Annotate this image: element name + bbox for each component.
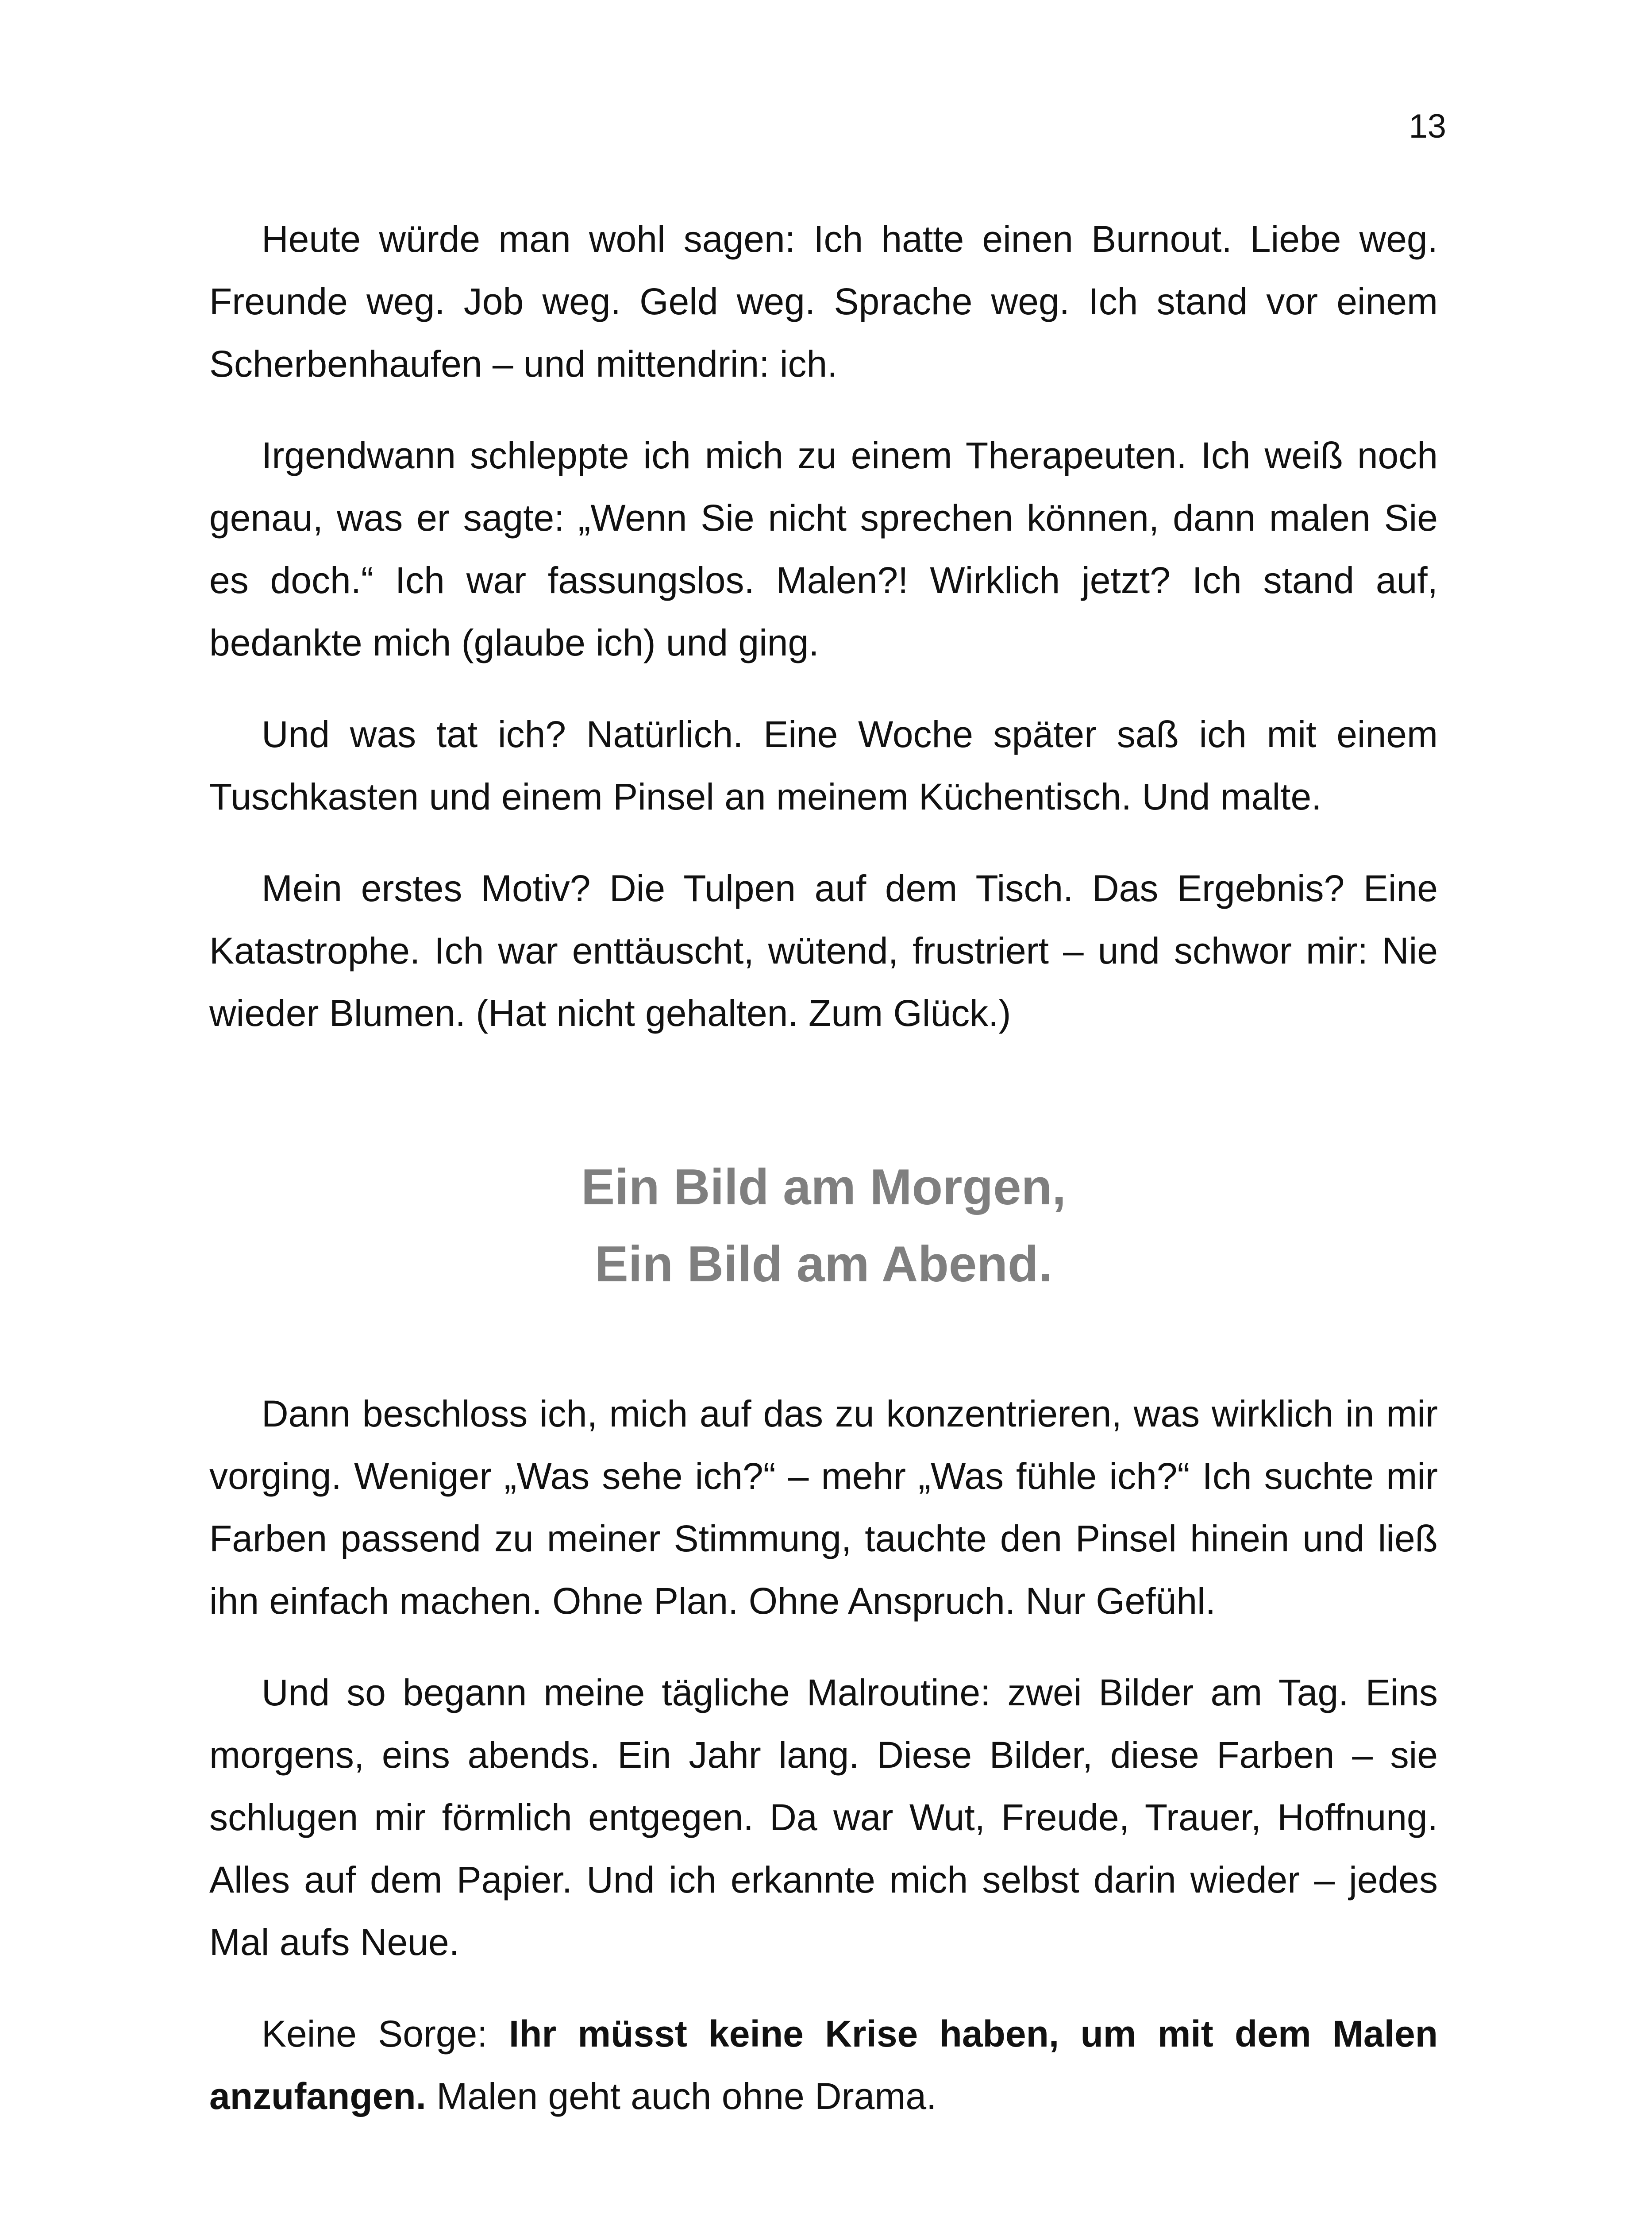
paragraph-no-crisis — [209, 2003, 1438, 2128]
paragraph-feelings: Dann beschloss ich, mich auf das zu konzentrieren, was wirklich in mir vorging. Weniger „Was sehe ich?“ – mehr „Was fühle ich?“ Ich suchte mir Farben passend zu meiner Stimmung, tauchte den Pinsel hinein und ließ ihn einfach machen. Ohne Plan. Ohne Anspruch. Nur Gefühl. — [209, 1393, 1438, 1622]
section-heading-line-1: Ein Bild am Morgen, — [581, 1159, 1066, 1215]
paragraph-therapist: Irgendwann schleppte ich mich zu einem Therapeuten. Ich weiß noch genau, was er sagte: „Wenn Sie nicht sprechen können, dann malen Sie es doch.“ Ich war fassungslos. Malen?! Wirklich jetzt? Ich stand auf, bedankte mich (glaube ich) und ging. — [209, 435, 1438, 663]
paragraph-burnout: Heute würde man wohl sagen: Ich hatte einen Burnout. Liebe weg. Freunde weg. Job weg. Geld weg. Sprache weg. Ich stand vor einem Scherbenhaufen – und mittendrin: ich. — [209, 218, 1438, 385]
no-crisis-outro: Malen geht auch ohne Drama. — [426, 2075, 937, 2117]
paragraph-first-painting: Und was tat ich? Natürlich. Eine Woche später saß ich mit einem Tuschkasten und einem Pinsel an meinem Küchentisch. Und malte. — [209, 713, 1438, 817]
section-heading — [209, 1149, 1438, 1303]
no-crisis-emphasis: Ihr müsst keine Krise haben, um mit dem Malen anzufangen. — [209, 2013, 1438, 2117]
paragraph-routine: Und so begann meine tägliche Malroutine: zwei Bilder am Tag. Eins morgens, eins abends. Ein Jahr lang. Diese Bilder, diese Farben – sie schlugen mir förmlich entgegen. Da war Wut, Freude, Trauer, Hoffnung. Alles auf dem Papier. Und ich erkannte mich selbst darin wieder – jedes Mal aufs Neue. — [209, 1672, 1438, 1963]
no-crisis-intro: Keine Sorge: — [262, 2013, 509, 2055]
section-heading-line-2: Ein Bild am Abend. — [594, 1236, 1053, 1292]
page-body — [209, 208, 1438, 2157]
page-number: 13 — [1409, 108, 1446, 145]
paragraph-tulips: Mein erstes Motiv? Die Tulpen auf dem Tisch. Das Ergebnis? Eine Katastrophe. Ich war enttäuscht, wütend, frustriert – und schwor mir: Nie wieder Blumen. (Hat nicht gehalten. Zum Glück.) — [209, 867, 1438, 1034]
